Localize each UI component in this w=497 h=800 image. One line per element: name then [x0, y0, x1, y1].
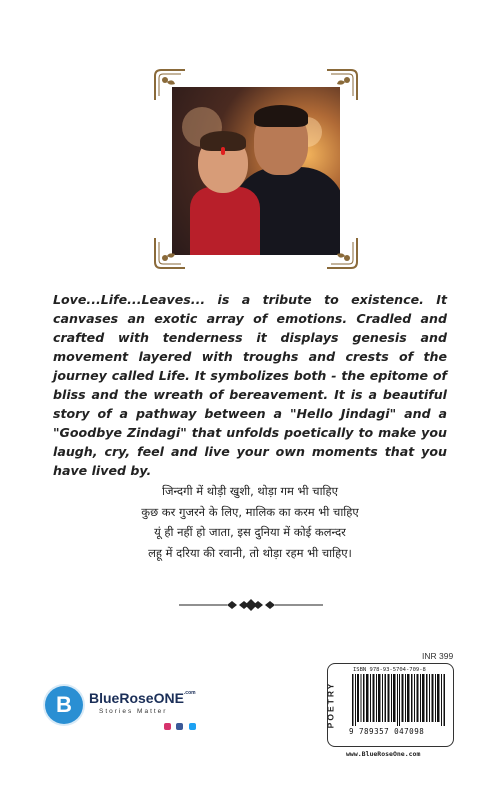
ornament-corner-icon — [153, 236, 187, 270]
poem-line: जिन्दगी में थोड़ी खुशी, थोड़ा गम भी चाहिए — [161, 484, 338, 498]
isbn-number: 9 789357 047098 — [349, 727, 425, 736]
publisher-logo-icon: B — [45, 686, 83, 724]
poem-line: कुछ कर गुजरने के लिए, मालिक का करम भी चाहिए — [141, 504, 359, 519]
decorative-divider — [179, 598, 323, 610]
twitter-icon[interactable] — [189, 723, 196, 730]
author-photo-frame — [153, 68, 359, 270]
author-photo — [172, 87, 340, 255]
hindi-poem — [100, 481, 400, 563]
facebook-icon[interactable] — [176, 723, 183, 730]
poem-line: यूं ही नहीं हो जाता, इस दुनिया में कोई कलन्दर — [154, 525, 346, 539]
book-description: Love...Life...Leaves... is a tribute to existence. It canvases an exotic array of emotions. Cradled and crafted with tenderness it displays genesis and movement layered with troughs and crests of the journey called Life. It symbolizes both - the epitome of bliss and the wreath of bereavement. It is a beautiful story of a pathway between a "Hello Jindagi" and a "Goodbye Zindagi" that unfolds poetically to make you laugh, cry, feel and live your own moments that you have lived by. — [53, 292, 447, 478]
poem-line: लहू में दरिया की रवानी, तो थोड़ा रहम भी चाहिए। — [148, 545, 352, 560]
isbn-label: ISBN 978-93-5704-709-8 — [353, 667, 426, 673]
publisher-name: BlueRoseONE$^{.com}$ — [89, 690, 196, 706]
ornament-corner-icon — [325, 236, 359, 270]
ornament-corner-icon — [153, 68, 187, 102]
instagram-icon[interactable] — [164, 723, 171, 730]
barcode — [352, 674, 446, 726]
publisher-tagline: Stories Matter — [99, 708, 168, 715]
category-label: POETRY — [325, 681, 336, 729]
website-link[interactable]: www.BlueRoseOne.com — [346, 750, 421, 758]
ornament-corner-icon — [325, 68, 359, 102]
social-links — [164, 717, 197, 725]
price-label: INR 399 — [422, 651, 454, 661]
